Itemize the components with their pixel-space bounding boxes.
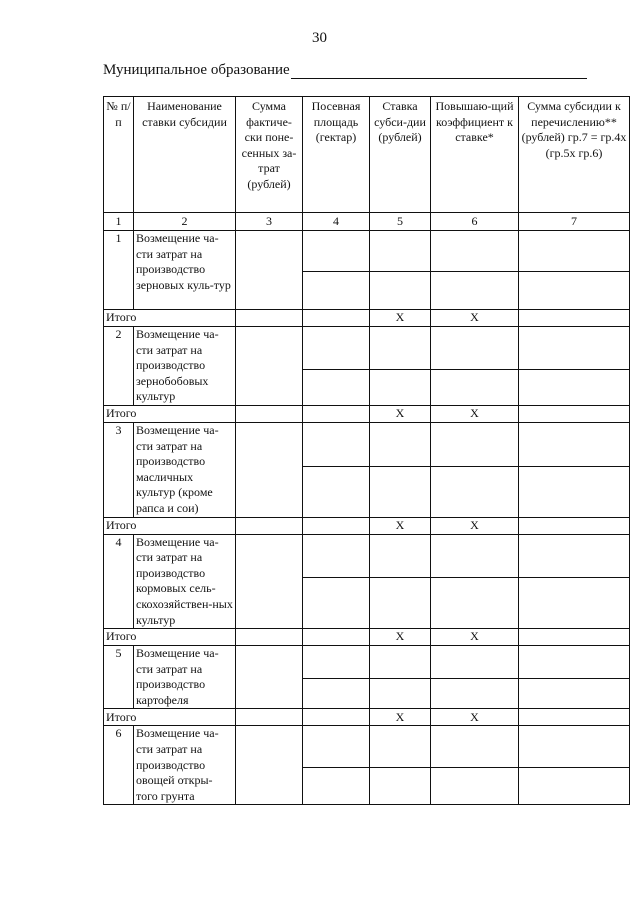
section-name: Возмещение ча-сти затрат на производство кормовых сель-скохозяйствен-ных культур — [134, 534, 236, 629]
total-label: Итого — [104, 709, 236, 726]
cell-subsidy-amount[interactable] — [519, 231, 630, 272]
cell-actual-costs[interactable] — [236, 231, 303, 310]
column-number: 1 — [104, 213, 134, 231]
cell-sown-area[interactable] — [303, 577, 370, 628]
header-subsidy-rate: Ставка субси-дии (рублей) — [370, 97, 431, 213]
section-name: Возмещение ча-сти затрат на производство картофеля — [134, 646, 236, 709]
total-row — [104, 709, 630, 726]
column-number: 7 — [519, 213, 630, 231]
column-number: 2 — [134, 213, 236, 231]
cell-actual-costs[interactable] — [236, 534, 303, 629]
cell-subsidy-rate[interactable] — [370, 768, 431, 805]
total-sown-area[interactable] — [303, 405, 370, 422]
total-row — [104, 517, 630, 534]
total-row — [104, 310, 630, 327]
cell-coefficient[interactable] — [431, 678, 519, 709]
section-number: 5 — [104, 646, 134, 709]
cell-subsidy-amount[interactable] — [519, 369, 630, 405]
total-sown-area[interactable] — [303, 310, 370, 327]
cell-subsidy-amount[interactable] — [519, 577, 630, 628]
section-row — [104, 534, 630, 577]
x-mark: Х — [370, 310, 431, 327]
column-number-row — [104, 213, 630, 231]
x-mark: Х — [431, 709, 519, 726]
cell-subsidy-rate[interactable] — [370, 726, 431, 768]
section-number: 1 — [104, 231, 134, 310]
cell-subsidy-rate[interactable] — [370, 646, 431, 679]
header-name: Наименование ставки субсидии — [134, 97, 236, 213]
cell-subsidy-amount[interactable] — [519, 534, 630, 577]
section-number: 3 — [104, 422, 134, 517]
column-number: 3 — [236, 213, 303, 231]
total-actual-costs[interactable] — [236, 405, 303, 422]
cell-coefficient[interactable] — [431, 726, 519, 768]
cell-subsidy-rate[interactable] — [370, 678, 431, 709]
header-subsidy-amount: Сумма субсидии к перечислению** (рублей) гр.7 = гр.4х (гр.5х гр.6) — [519, 97, 630, 213]
total-actual-costs[interactable] — [236, 629, 303, 646]
cell-coefficient[interactable] — [431, 577, 519, 628]
cell-sown-area[interactable] — [303, 231, 370, 272]
cell-subsidy-rate[interactable] — [370, 467, 431, 517]
total-sown-area[interactable] — [303, 709, 370, 726]
cell-actual-costs[interactable] — [236, 327, 303, 406]
cell-sown-area[interactable] — [303, 369, 370, 405]
total-label: Итого — [104, 629, 236, 646]
header-actual-costs: Сумма фактиче-ски поне-сенных за-трат (рублей) — [236, 97, 303, 213]
section-row — [104, 422, 630, 466]
section-name: Возмещение ча-сти затрат на производство масличных культур (кроме рапса и сои) — [134, 422, 236, 517]
total-label: Итого — [104, 405, 236, 422]
cell-sown-area[interactable] — [303, 467, 370, 517]
cell-sown-area[interactable] — [303, 534, 370, 577]
section-row — [104, 327, 630, 370]
municipality-line — [103, 62, 587, 79]
total-row — [104, 405, 630, 422]
cell-sown-area[interactable] — [303, 768, 370, 805]
section-number: 2 — [104, 327, 134, 406]
total-subsidy-amount[interactable] — [519, 405, 630, 422]
x-mark: Х — [431, 517, 519, 534]
section-name: Возмещение ча-сти затрат на производство зернобобовых культур — [134, 327, 236, 406]
total-actual-costs[interactable] — [236, 517, 303, 534]
cell-sown-area[interactable] — [303, 272, 370, 310]
cell-sown-area[interactable] — [303, 678, 370, 709]
cell-coefficient[interactable] — [431, 646, 519, 679]
subsidy-table — [103, 96, 630, 805]
cell-coefficient[interactable] — [431, 534, 519, 577]
section-row — [104, 726, 630, 768]
cell-subsidy-amount[interactable] — [519, 422, 630, 466]
cell-sown-area[interactable] — [303, 726, 370, 768]
section-name: Возмещение ча-сти затрат на производство зерновых куль-тур — [134, 231, 236, 310]
cell-coefficient[interactable] — [431, 467, 519, 517]
cell-subsidy-amount[interactable] — [519, 467, 630, 517]
column-number: 6 — [431, 213, 519, 231]
municipality-label: Муниципальное образование — [103, 62, 290, 78]
cell-coefficient[interactable] — [431, 768, 519, 805]
header-row — [104, 97, 630, 213]
x-mark: Х — [370, 629, 431, 646]
cell-subsidy-rate[interactable] — [370, 369, 431, 405]
total-subsidy-amount[interactable] — [519, 310, 630, 327]
total-subsidy-amount[interactable] — [519, 629, 630, 646]
cell-subsidy-amount[interactable] — [519, 678, 630, 709]
header-number: № п/п — [104, 97, 134, 213]
x-mark: Х — [370, 405, 431, 422]
cell-subsidy-amount[interactable] — [519, 768, 630, 805]
cell-actual-costs[interactable] — [236, 726, 303, 805]
column-number: 5 — [370, 213, 431, 231]
cell-subsidy-rate[interactable] — [370, 231, 431, 272]
cell-subsidy-rate[interactable] — [370, 272, 431, 310]
cell-subsidy-amount[interactable] — [519, 327, 630, 370]
cell-coefficient[interactable] — [431, 327, 519, 370]
cell-sown-area[interactable] — [303, 646, 370, 679]
section-row — [104, 231, 630, 272]
total-sown-area[interactable] — [303, 629, 370, 646]
cell-subsidy-rate[interactable] — [370, 422, 431, 466]
cell-coefficient[interactable] — [431, 272, 519, 310]
header-sown-area: Посевная площадь (гектар) — [303, 97, 370, 213]
cell-sown-area[interactable] — [303, 422, 370, 466]
x-mark: Х — [431, 310, 519, 327]
total-actual-costs[interactable] — [236, 310, 303, 327]
cell-actual-costs[interactable] — [236, 646, 303, 709]
cell-coefficient[interactable] — [431, 369, 519, 405]
total-row — [104, 629, 630, 646]
cell-subsidy-amount[interactable] — [519, 726, 630, 768]
total-sown-area[interactable] — [303, 517, 370, 534]
municipality-fill-line — [291, 64, 587, 79]
cell-sown-area[interactable] — [303, 327, 370, 370]
header-coefficient: Повышаю-щий коэффициент к ставке* — [431, 97, 519, 213]
section-number: 6 — [104, 726, 134, 805]
x-mark: Х — [431, 405, 519, 422]
x-mark: Х — [370, 709, 431, 726]
total-subsidy-amount[interactable] — [519, 709, 630, 726]
section-row — [104, 646, 630, 679]
total-label: Итого — [104, 310, 236, 327]
section-name: Возмещение ча-сти затрат на производство овощей откры-того грунта — [134, 726, 236, 805]
x-mark: Х — [370, 517, 431, 534]
cell-coefficient[interactable] — [431, 231, 519, 272]
cell-subsidy-rate[interactable] — [370, 327, 431, 370]
cell-subsidy-rate[interactable] — [370, 534, 431, 577]
cell-subsidy-amount[interactable] — [519, 272, 630, 310]
x-mark: Х — [431, 629, 519, 646]
total-label: Итого — [104, 517, 236, 534]
cell-subsidy-amount[interactable] — [519, 646, 630, 679]
total-actual-costs[interactable] — [236, 709, 303, 726]
column-number: 4 — [303, 213, 370, 231]
total-subsidy-amount[interactable] — [519, 517, 630, 534]
cell-actual-costs[interactable] — [236, 422, 303, 517]
cell-subsidy-rate[interactable] — [370, 577, 431, 628]
page-number: 30 — [312, 30, 327, 46]
section-number: 4 — [104, 534, 134, 629]
cell-coefficient[interactable] — [431, 422, 519, 466]
